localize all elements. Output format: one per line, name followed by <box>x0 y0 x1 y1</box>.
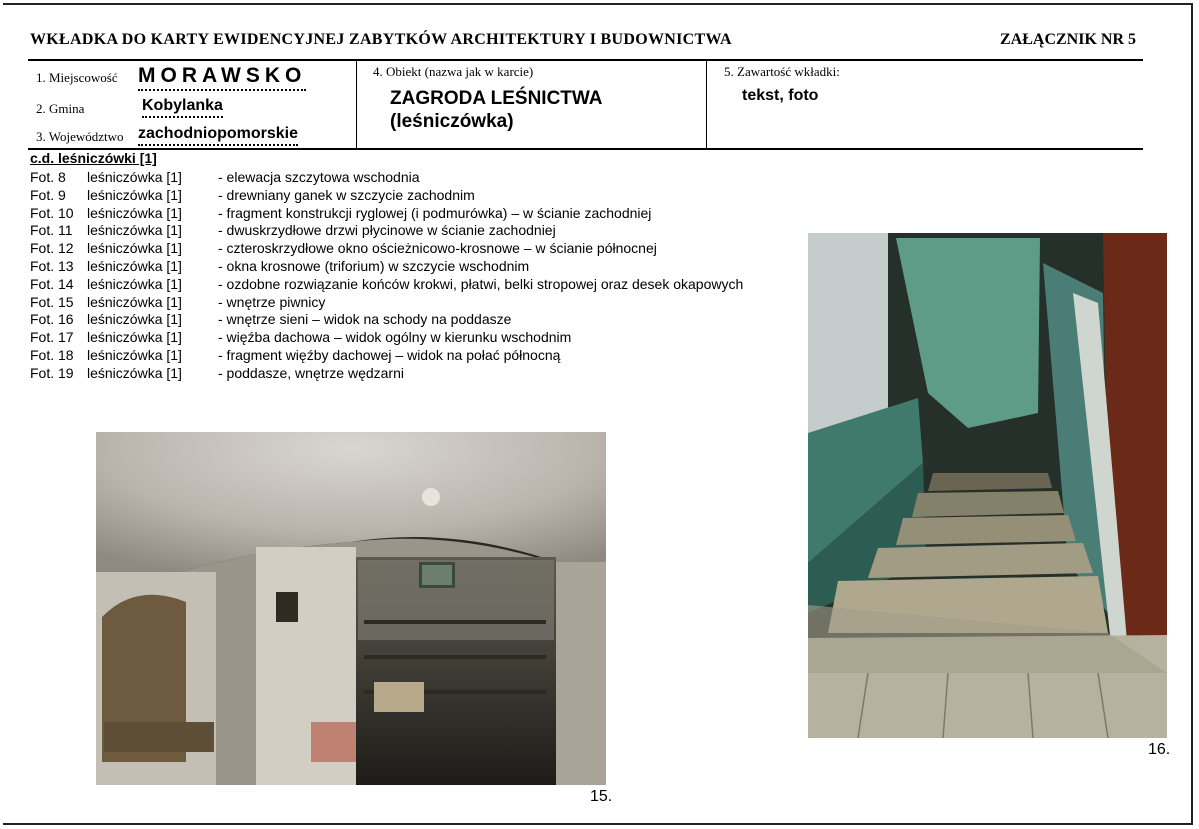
photo-15-number: 15. <box>590 788 613 805</box>
object-value <box>390 87 690 133</box>
document-title: WKŁADKA DO KARTY EWIDENCYJNEJ ZABYTKÓW ARCHITEKTURY I BUDOWNICTWA <box>30 31 732 48</box>
voivodeship-label: 3. Województwo <box>36 129 124 144</box>
photo-object: leśniczówka [1] <box>87 186 182 203</box>
photo-object: leśniczówka [1] <box>87 240 182 257</box>
locality-label: 1. Miejscowość <box>36 70 118 85</box>
photo-staircase <box>808 233 1167 738</box>
photo-object: leśniczówka [1] <box>87 364 182 381</box>
annex-number: ZAŁĄCZNIK NR 5 <box>999 31 1136 48</box>
photo-description: - ozdobne rozwiązanie końców krokwi, płatwi, belki stropowej oraz desek okapowych <box>218 275 744 292</box>
contents-label: 5. Zawartość wkładki: <box>724 64 840 79</box>
photo-description: - drewniany ganek w szczycie zachodnim <box>218 186 475 203</box>
column-divider-1 <box>356 61 357 148</box>
header-rule-top <box>28 59 1143 61</box>
photo-object: leśniczówka [1] <box>87 204 182 221</box>
photo-number: Fot. 12 <box>30 240 74 257</box>
photo-number: Fot. 16 <box>30 311 74 328</box>
contents-value: tekst, foto <box>742 87 819 104</box>
photo-description: - dwuskrzydłowe drzwi płycinowe w ścianie zachodniej <box>218 222 556 239</box>
photo-16-number: 16. <box>1148 741 1171 758</box>
photo-number: Fot. 13 <box>30 257 74 274</box>
voivodeship-value: zachodniopomorskie <box>138 125 298 146</box>
photo-object: leśniczówka [1] <box>87 222 182 239</box>
photo-number: Fot. 9 <box>30 186 66 203</box>
header-rule-bottom <box>28 148 1143 150</box>
photo-number: Fot. 19 <box>30 364 74 381</box>
photo-number: Fot. 11 <box>30 222 73 239</box>
photo-number: Fot. 18 <box>30 346 74 363</box>
photo-object: leśniczówka [1] <box>87 257 182 274</box>
object-value-line2: (leśniczówka) <box>390 111 514 132</box>
photo-object: leśniczówka [1] <box>87 311 182 328</box>
photo-description: - czteroskrzydłowe okno ościeżnicowo-krosnowe – w ścianie północnej <box>218 240 657 257</box>
photo-description: - fragment konstrukcji ryglowej (i podmurówka) – w ścianie zachodniej <box>218 204 652 221</box>
photo-object: leśniczówka [1] <box>87 293 182 310</box>
column-divider-2 <box>706 61 707 148</box>
locality-value: MORAWSKO <box>138 64 306 91</box>
photo-description: - wnętrze sieni – widok na schody na poddasze <box>218 311 512 328</box>
photo-number: Fot. 8 <box>30 169 66 185</box>
photo-object: leśniczówka [1] <box>87 346 182 363</box>
photo-number: Fot. 14 <box>30 275 74 292</box>
photo-cellar-interior <box>96 432 606 785</box>
photo-object: leśniczówka [1] <box>87 329 182 346</box>
photo-object: leśniczówka [1] <box>87 275 182 292</box>
photo-description: - okna krosnowe (triforium) w szczycie wschodnim <box>218 257 530 274</box>
commune-value: Kobylanka <box>142 97 223 118</box>
photo-number: Fot. 10 <box>30 204 74 221</box>
photo-object: leśniczówka [1] <box>87 169 182 185</box>
photo-description: - wnętrze piwnicy <box>218 293 326 310</box>
object-label: 4. Obiekt (nazwa jak w karcie) <box>373 64 534 79</box>
photo-description: - poddasze, wnętrze wędzarni <box>218 364 404 381</box>
photo-description: - więźba dachowa – widok ogólny w kierunku wschodnim <box>218 329 572 346</box>
photo-number: Fot. 17 <box>30 329 74 346</box>
commune-label: 2. Gmina <box>36 101 85 116</box>
section-heading: c.d. leśniczówki [1] <box>30 150 157 166</box>
object-value-line1: ZAGRODA LEŚNICTWA <box>390 88 603 109</box>
photo-description: - fragment więźby dachowej – widok na połać północną <box>218 346 561 363</box>
photo-number: Fot. 15 <box>30 293 74 310</box>
photo-description: - elewacja szczytowa wschodnia <box>218 169 420 185</box>
